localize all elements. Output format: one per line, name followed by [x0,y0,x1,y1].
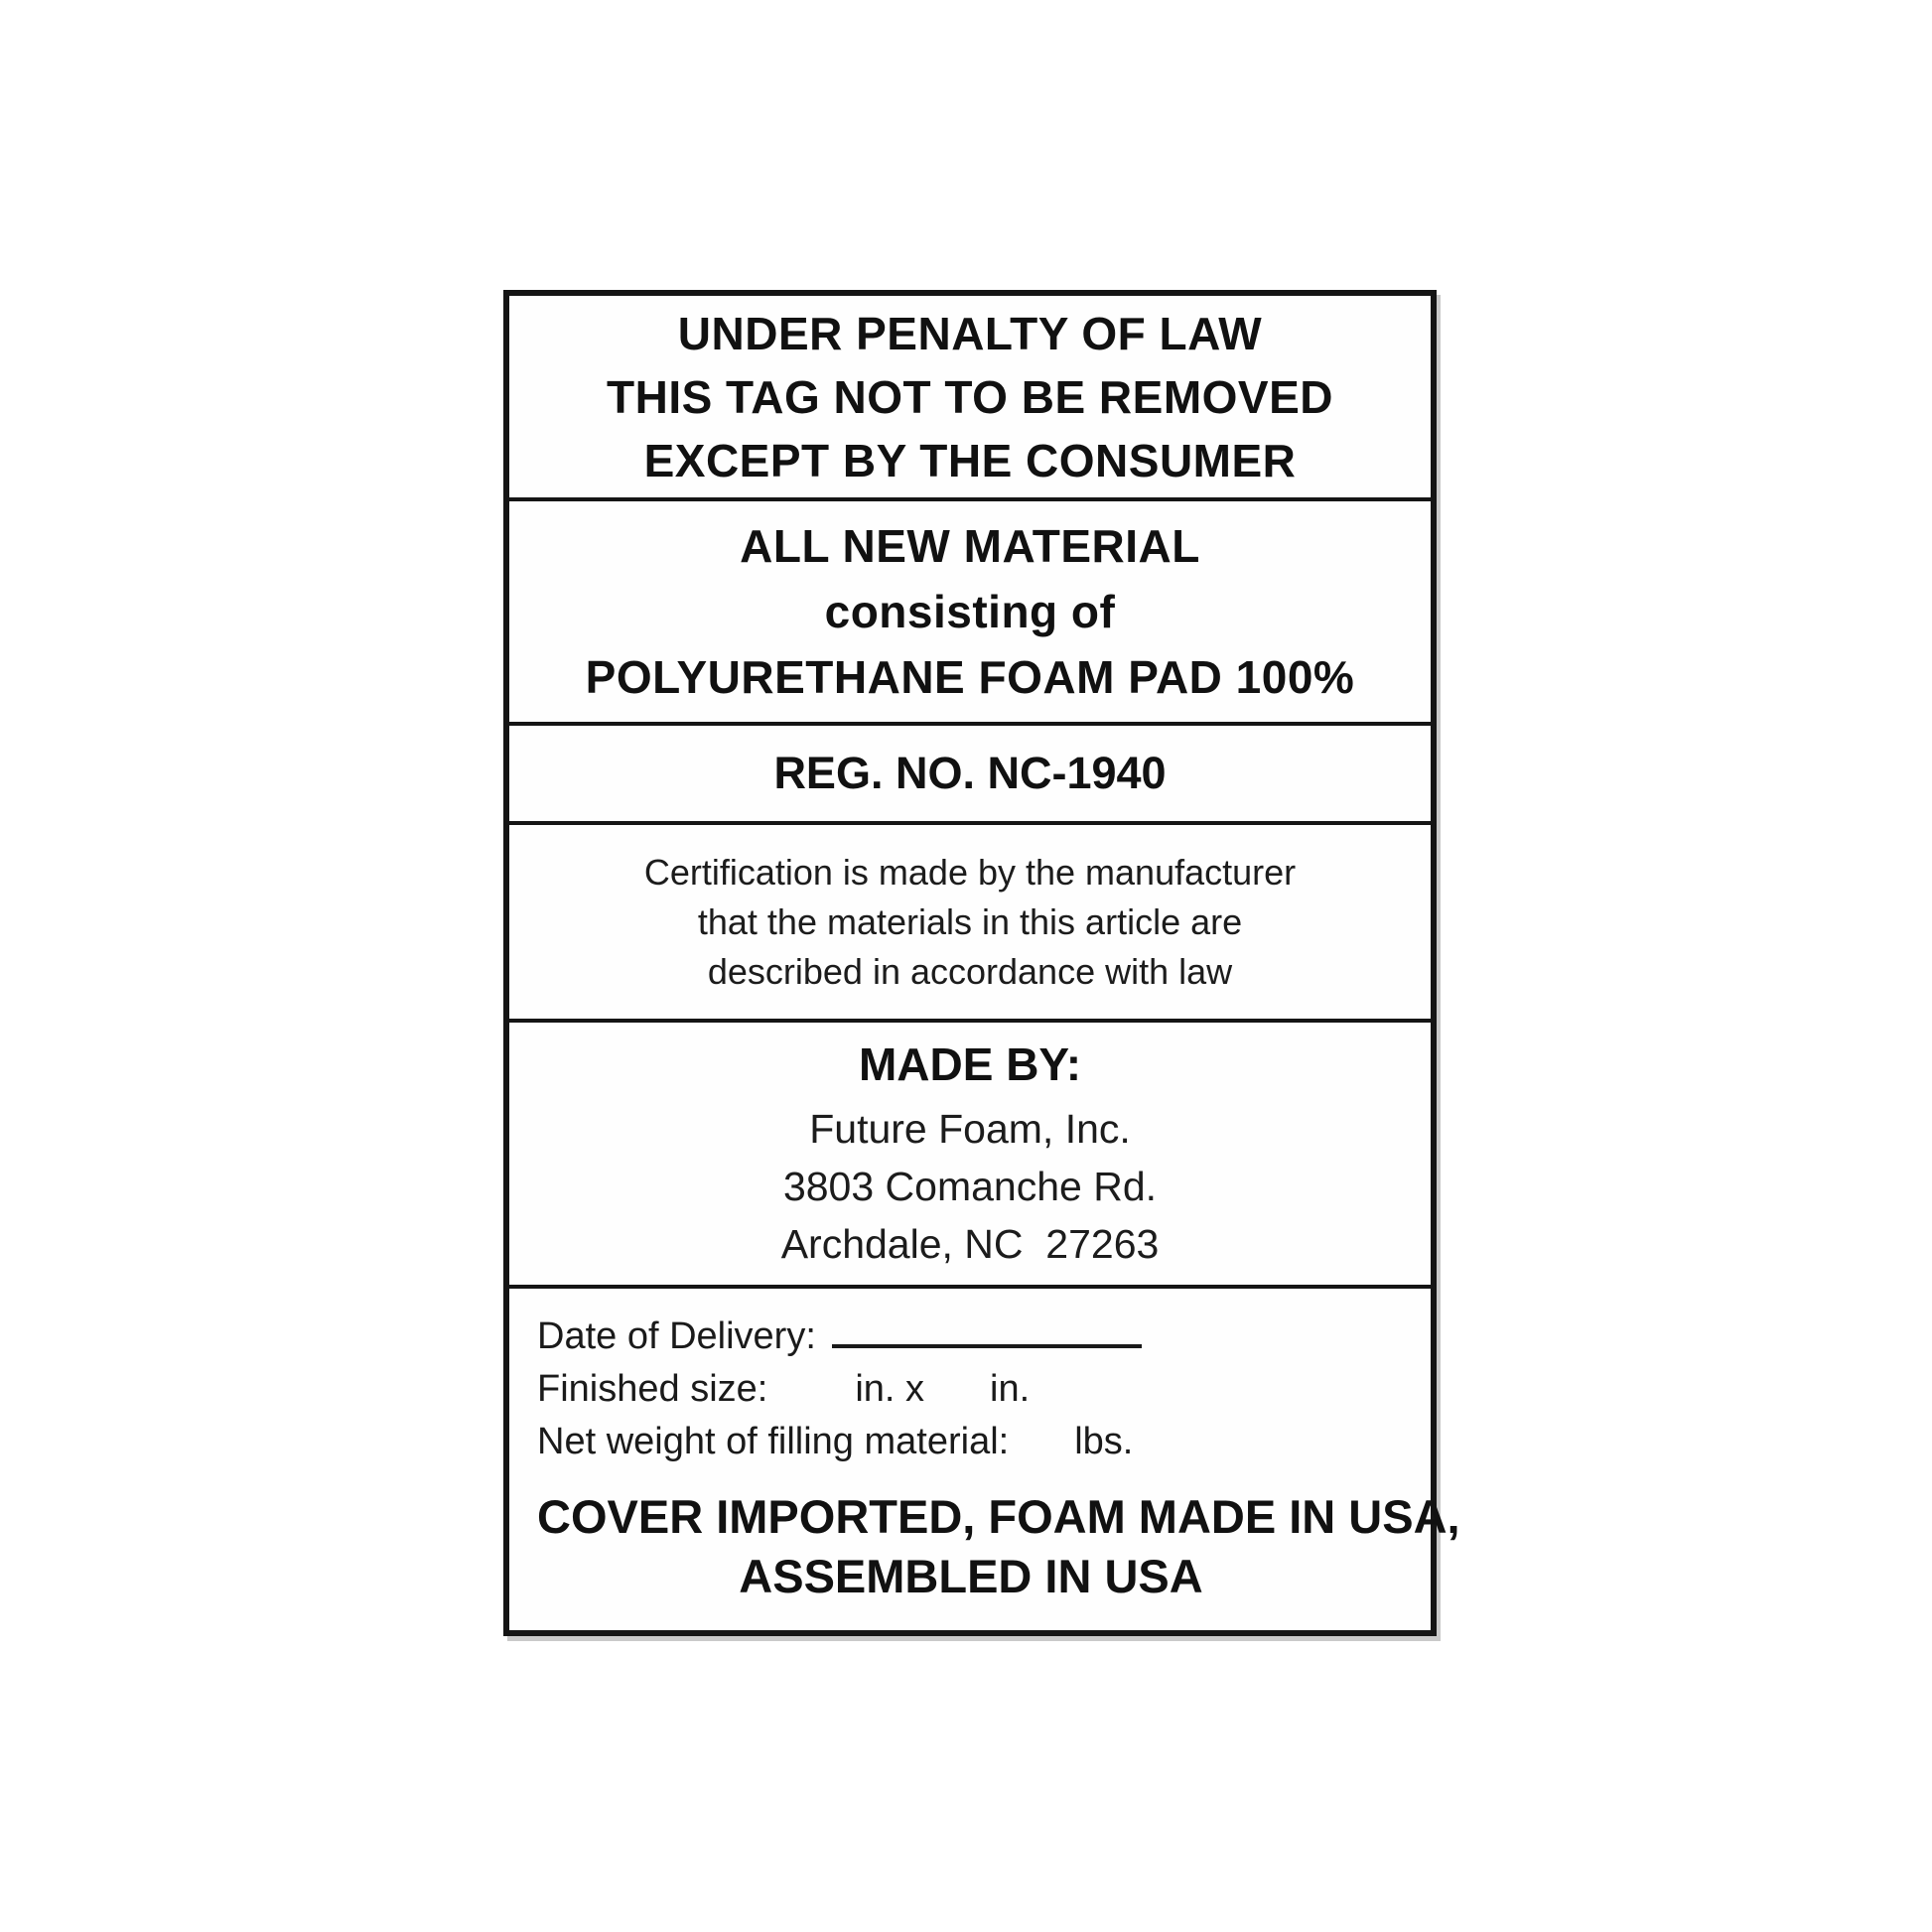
penalty-line-1: UNDER PENALTY OF LAW [677,307,1263,359]
finished-size-row [537,1363,1405,1416]
section-certification [509,821,1431,1019]
certification-line-2: that the materials in this article are [697,900,1243,942]
law-tag-label [503,290,1460,1636]
net-weight-row [537,1416,1405,1468]
net-weight-unit: lbs. [1074,1421,1134,1462]
penalty-line-2: THIS TAG NOT TO BE REMOVED [607,370,1333,423]
origin-line-2: ASSEMBLED IN USA [739,1550,1203,1602]
manufacturer-name: Future Foam, Inc. [809,1106,1131,1152]
certification-line-1: Certification is made by the manufacturer [643,851,1297,893]
date-of-delivery-label: Date of Delivery: [537,1315,816,1357]
material-line-1: ALL NEW MATERIAL [740,520,1200,572]
origin-line-1: COVER IMPORTED, FOAM MADE IN USA, [537,1490,1460,1543]
penalty-line-3: EXCEPT BY THE CONSUMER [643,434,1297,486]
section-made-by [509,1019,1431,1285]
material-line-3: POLYURETHANE FOAM PAD 100% [585,651,1355,703]
made-by-heading: MADE BY: [858,1038,1082,1090]
finished-size-unit-2: in. [990,1368,1031,1410]
section-delivery-details [509,1285,1460,1630]
section-material-contents [509,497,1431,722]
registration-number-text: REG. NO. NC-1940 [773,748,1167,798]
section-registration-number [509,722,1431,821]
date-of-delivery-row [537,1311,1405,1363]
finished-size-unit-1: in. x [855,1368,925,1410]
manufacturer-city-state-zip: Archdale, NC 27263 [780,1221,1160,1267]
date-of-delivery-blank-line [832,1311,1142,1348]
material-line-2: consisting of [824,586,1116,637]
manufacturer-street: 3803 Comanche Rd. [782,1164,1158,1209]
origin-statement [537,1487,1460,1606]
certification-line-3: described in accordance with law [707,950,1233,992]
finished-size-label: Finished size: [537,1368,768,1410]
net-weight-label: Net weight of filling material: [537,1421,1010,1462]
section-penalty-notice [509,296,1431,497]
